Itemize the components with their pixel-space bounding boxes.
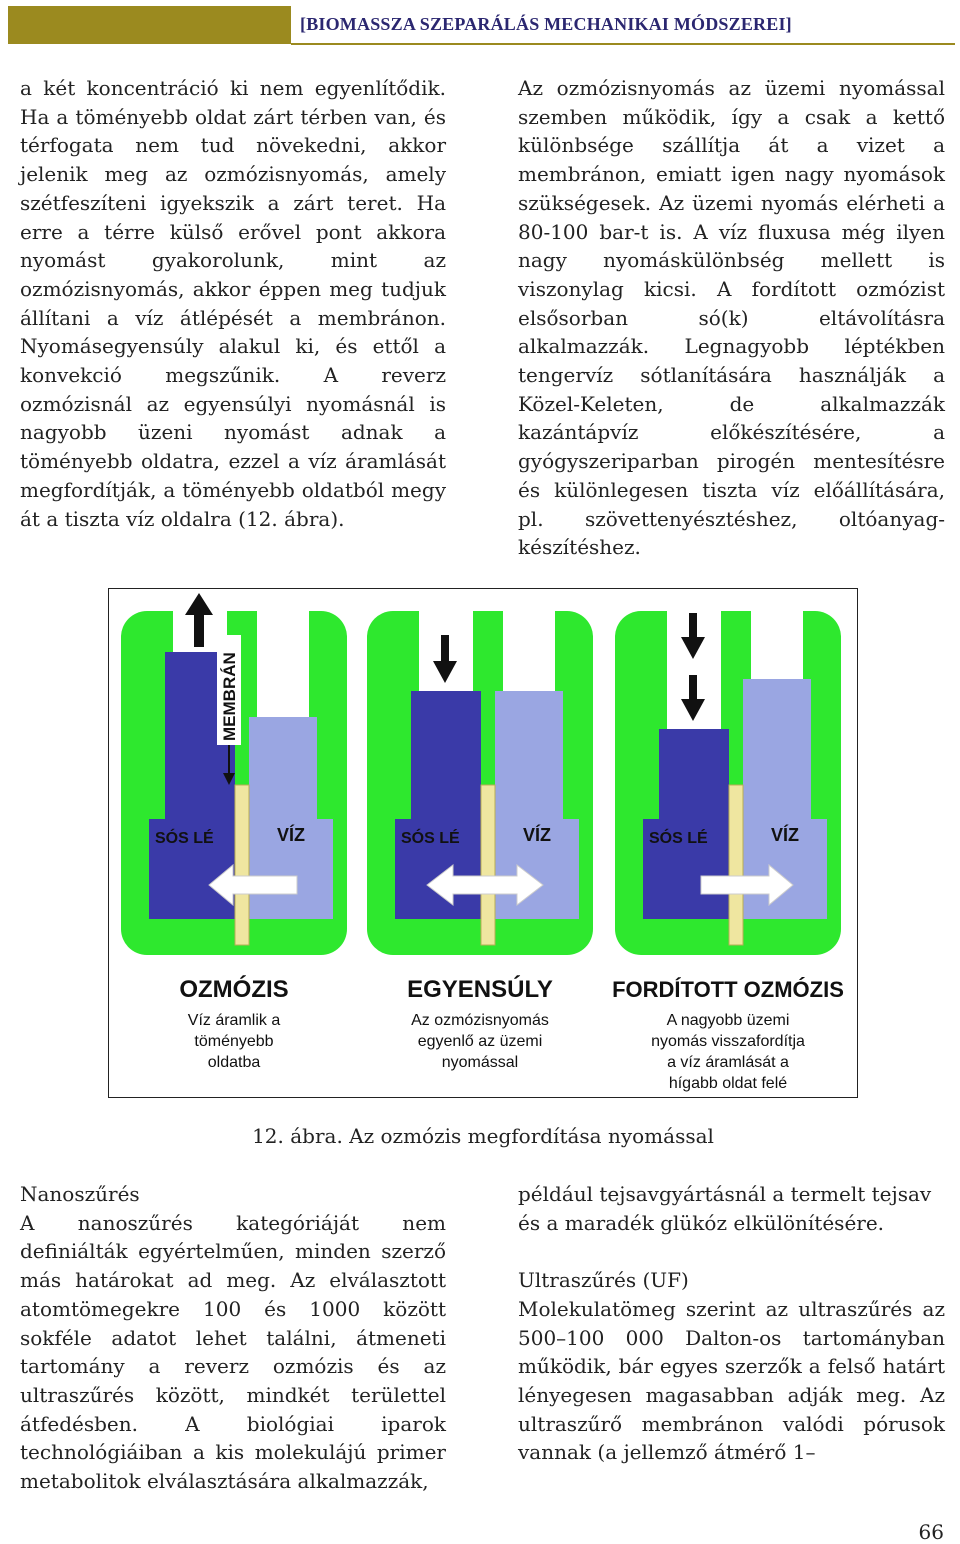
section-heading-nanofiltration: Nanoszűrés <box>20 1182 140 1206</box>
right-column-top <box>518 74 945 562</box>
page-number: 66 <box>918 1520 944 1544</box>
membrane <box>729 785 743 945</box>
water-label: VÍZ <box>771 825 800 845</box>
figure-caption: 12. ábra. Az ozmózis megfordítása nyomással <box>252 1124 714 1148</box>
left-column-bottom <box>20 1180 446 1496</box>
section-heading-ultrafiltration: Ultraszűrés (UF) <box>518 1268 689 1293</box>
paragraph: például tejsavgyártásnál a termelt tejsav és a maradék glükóz elkülönítésére. <box>518 1182 932 1235</box>
panel-description-line: nyomással <box>441 1054 519 1071</box>
panel-description-line: nyomás visszafordítja <box>651 1033 805 1050</box>
panel-description-line: Az ozmózisnyomás <box>411 1012 549 1029</box>
panel-title: OZMÓZIS <box>179 976 289 1003</box>
salt-label: SÓS LÉ <box>401 830 460 847</box>
panel-description-line: egyenlő az üzemi <box>417 1033 543 1050</box>
piston-tube <box>503 609 555 691</box>
piston-tube <box>257 609 309 717</box>
water-label: VÍZ <box>277 825 306 845</box>
membrane <box>481 785 495 945</box>
header-rule <box>291 43 955 45</box>
panel-title: EGYENSÚLY <box>407 976 553 1003</box>
right-column-bottom <box>518 1180 945 1467</box>
paragraph: Az ozmózisnyomás az üzemi nyomással szemben működik, így a csak a kettő különbsége szállítja át a vizet a membránon, emiatt igen nagy nyomások szükségesek. Az üzemi nyomás elérheti a 80-100 bar-t is. A víz fluxusa még ilyen nagy nyomáskülönbség mellett is viszonylag kicsi. A fordított ozmózist elsősorban só(k) eltávolításra alkalmazzák. Legnagyobb léptékben tengervíz sótlanítására használják a Közel-Keleten, de alkalmazzák kazántápvíz előkészítésére, a gyógyszeriparban pirogén mentesítésre és különlegesen tiszta víz előállítására, pl. szövettenyésztéshez, oltóanyag-készítéshez. <box>518 76 945 560</box>
osmosis-figure <box>108 588 858 1098</box>
panel-description-line: a víz áramlását a <box>667 1054 789 1071</box>
membrane <box>235 785 249 945</box>
panel-description-line: Víz áramlik a <box>187 1012 281 1029</box>
paragraph: a két koncentráció ki nem egyenlítődik. Ha a töményebb oldat zárt térben van, és térfogata nem tud növekedni, akkor jelenik meg az ozmózisnyomás, amely szétfeszíteni igyekszik a zárt teret. Ha erre a térre külső erővel pont akkora nyomást gyakorolunk, mint az ozmózisnyomás, akkor éppen meg tudjuk állítani a víz átlépését a membránon. Nyomásegyensúly alakul ki, és ettől a konvekció megszűnik. A reverz ozmózisnál az egyensúlyi nyomásnál is nagyobb üzeni nyomást adnak a töményebb oldatra, ezzel a víz áramlását megfordítják, a töményebb oldatból megy át a tiszta víz oldalra (12. ábra). <box>20 76 446 531</box>
water-label: VÍZ <box>523 825 552 845</box>
panel-description-line: A nagyobb üzemi <box>666 1012 790 1029</box>
osmosis-diagram <box>109 589 857 1097</box>
paragraph: Molekulatömeg szerint az ultraszűrés az 500–100 000 Dalton-os tartományban működik, bár egyes szerzők a felső határt lényegesen magasabban adják meg. Az ultraszűrő membránon valódi pórusok vannak (a jellemző átmérő 1– <box>518 1296 945 1465</box>
salt-label: SÓS LÉ <box>649 830 708 847</box>
panel-title: FORDÍTOTT OZMÓZIS <box>612 977 844 1002</box>
paragraph: A nanoszűrés kategóriáját nem definiálták egyértelműen, minden szerző más határokat ad meg. Az elválasztott atomtömegekre 100 és 1000 között sokféle adatot lehet találni, átmeneti tartomány a reverz ozmózis és az ultraszűrés között, mindkét területtel átfedésben. A biológiai iparok technológiáiban a kis molekulájú primer metabolitok elválasztására alkalmazzák, <box>20 1210 446 1494</box>
panel-description-line: töményebb <box>194 1033 274 1050</box>
left-column-top <box>20 74 446 533</box>
piston-tube <box>751 609 803 679</box>
panel-description-line: oldatba <box>207 1054 261 1071</box>
header-color-bar <box>8 6 291 44</box>
running-header: [BIOMASSZA SZEPARÁLÁS MECHANIKAI MÓDSZEREI] <box>300 14 792 34</box>
panel-description-line: hígabb oldat felé <box>668 1075 788 1092</box>
membrane-label: MEMBRÁN <box>220 652 239 741</box>
salt-label: SÓS LÉ <box>155 830 214 847</box>
